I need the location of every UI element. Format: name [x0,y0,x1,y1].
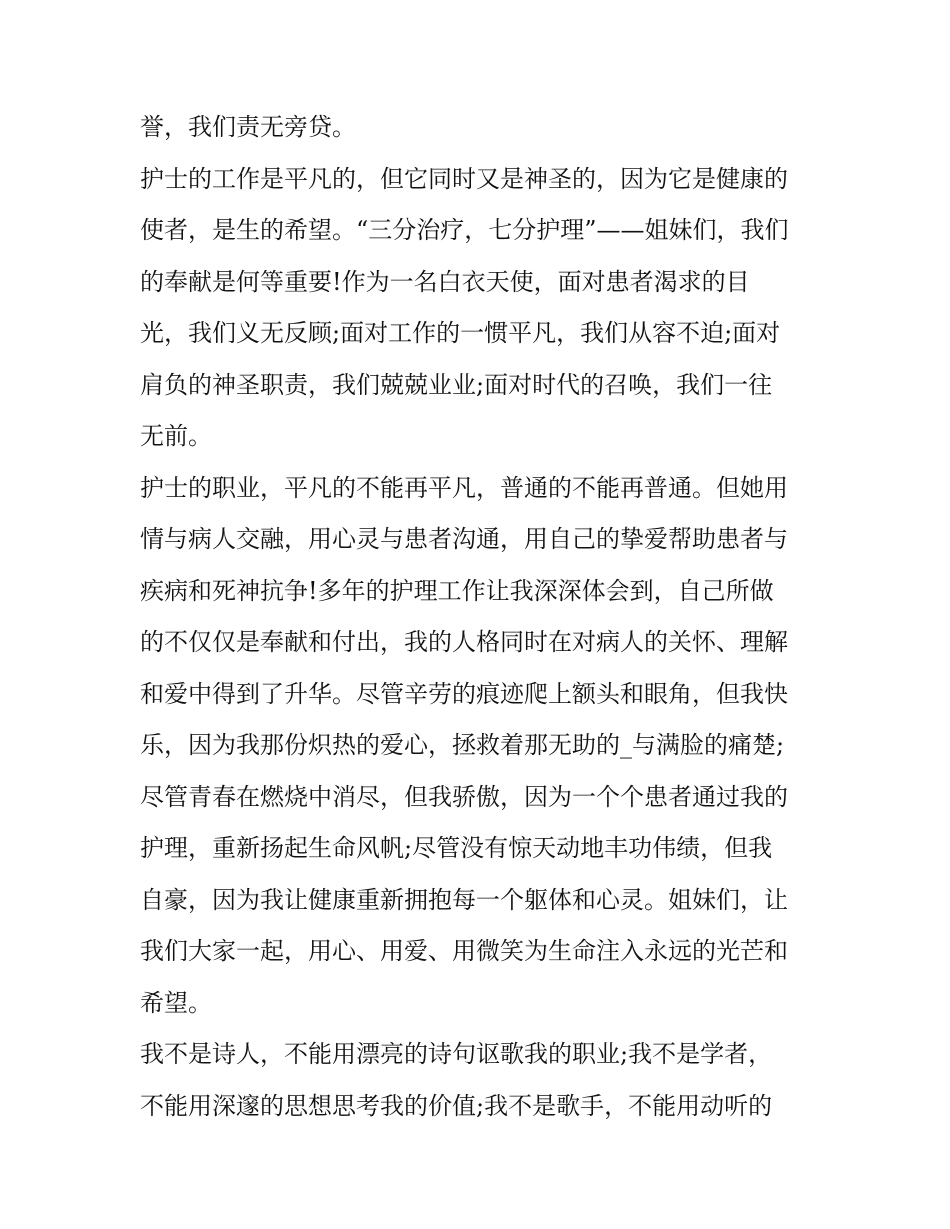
text-line: 的奉献是何等重要!作为一名白衣天使，面对患者渴求的目 [140,267,750,296]
text-line: 尽管青春在燃烧中消尽，但我骄傲，因为一个个患者通过我的 [140,782,788,811]
text-line: 肩负的神圣职责，我们兢兢业业;面对时代的召唤，我们一往 [140,370,773,399]
text-line: 使者，是生的希望。“三分治疗，七分护理”——姐妹们，我们 [140,216,789,244]
text-line: 光，我们义无反顾;面对工作的一惯平凡，我们从容不迫;面对 [140,319,781,347]
text-line: 自豪，因为我让健康重新拥抱每一个躯体和心灵。姐妹们，让 [140,885,788,914]
text-line: 情与病人交融，用心灵与患者沟通，用自己的挚爱帮助患者与 [140,525,788,553]
text-line: 乐，因为我那份炽热的爱心，拯救着那无助的_与满脸的痛楚; [140,731,785,759]
text-line: 不能用深邃的思想思考我的价值;我不是歌手，不能用动听的 [140,1091,773,1120]
text-line: 我不是诗人，不能用漂亮的诗句讴歌我的职业;我不是学者， [140,1040,773,1068]
text-line: 护士的职业，平凡的不能再平凡，普通的不能再普通。但她用 [140,473,788,502]
text-line: 和爱中得到了升华。尽管辛劳的痕迹爬上额头和眼角，但我快 [140,679,788,708]
text-line: 疾病和死神抗争!多年的护理工作让我深深体会到，自己所做 [140,576,774,605]
text-line: 的不仅仅是奉献和付出，我的人格同时在对病人的关怀、理解 [140,628,788,656]
text-line: 护理，重新扬起生命风帆;尽管没有惊天动地丰功伟绩，但我 [140,834,773,862]
body-text [140,102,820,1132]
text-line: 我们大家一起，用心、用爱、用微笑为生命注入永远的光芒和 [140,937,788,965]
text-line: 无前。 [140,422,212,450]
text-line: 护士的工作是平凡的，但它同时又是神圣的，因为它是健康的 [140,164,788,193]
text-line: 誉，我们责无旁贷。 [140,113,356,141]
text-line: 希望。 [140,988,212,1017]
